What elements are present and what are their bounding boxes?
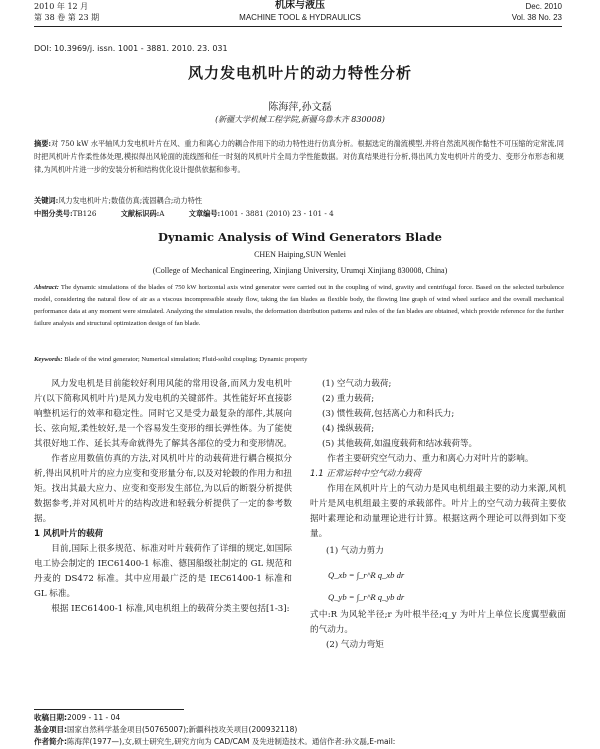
affiliation-cn: (新疆大学机械工程学院,新疆乌鲁木齐 830008) (215, 115, 385, 124)
abstract-cn (34, 137, 564, 176)
article-id-label: 文章编号: (188, 209, 221, 218)
section-1-paragraph-1: 目前,国际上很多规范、标准对叶片载荷作了详细的规定,如国际电工协会制定的 IEC61400-1 标准、德国船级社制定的 GL 规范和丹麦的 DS472 标准。其中应用最广泛的是 IEC61400-1 标准和 GL 标准。 (34, 544, 292, 599)
footnote-fund (34, 724, 297, 735)
fund-text: 国家自然科学基金项目(50765007);新疆科技攻关项目(200932118) (67, 725, 298, 734)
footnote-author (34, 736, 395, 747)
clc-value: TB126 (72, 209, 97, 218)
received-date: 2009 - 11 - 04 (67, 713, 121, 722)
shear-force-subheading: (1) 气动力剪力 (326, 546, 384, 556)
title-cn: 风力发电机叶片的动力特性分析 (187, 64, 412, 82)
author-text: 陈海萍(1977—),女,硕士研究生,研究方向为 CAD/CAM 及先进制造技术。通信作者:孙文磊,E-mail: (67, 737, 396, 746)
load-list-item-3: (3) 惯性载荷,包括离心力和科氏力; (322, 409, 455, 419)
header-date-en: Dec. 2010 (525, 2, 562, 11)
clc-label: 中图分类号: (34, 209, 73, 218)
intro-paragraph-1: 风力发电机是目前能较好利用风能的常用设备,而风力发电机叶片(以下简称风机叶片)是风力发电机的关键部件。其性能好坏直接影响整机运行的效率和稳定性。同时它又是受力最复杂的部件,其展向长、弦向短,柔性较好,是一个容易发生变形的细长弹性体。为了能使其很好地工作、延长其寿命就得先了解其各部位的受力和变形情况。 (34, 379, 292, 449)
abstract-en-text: The dynamic simulations of the blades of 750 kW horizontal axis wind generator were carried out in the coupling of wind, gravity and centrifugal force. Based on the selected turbulence model, considering the natural flow of air as a viscous incompressible steady flow, taking the fan blades as flexible body, the flowing line graph of wind wheel surface and the overall mechanical performance data at any moment were simulated. Analyzing the simulation results, the deformation distribution patterns and rules of the fan blades are obtained, which provide reference for the further failure analysis and structural optimization design of fan blade. (34, 284, 564, 327)
header-volume-en: Vol. 38 No. 23 (511, 13, 562, 22)
section-1-heading: 1 风机叶片的载荷 (34, 529, 104, 539)
keywords-cn-label: 关键词: (34, 196, 59, 205)
title-en: Dynamic Analysis of Wind Generators Blade (158, 230, 442, 244)
load-list-item-4: (4) 操纵载荷; (322, 424, 375, 434)
load-list-item-2: (2) 重力载荷; (322, 394, 375, 404)
footnote-rule (34, 709, 184, 710)
classification-cn (34, 208, 334, 219)
doi: DOI: 10.3969/j. issn. 1001 - 3881. 2010. 23. 031 (34, 44, 228, 53)
header-rule (34, 26, 562, 27)
authors-cn: 陈海萍,孙文磊 (268, 102, 332, 113)
section-1-1-paragraph: 作用在风机叶片上的气动力是风电机组最主要的动力来源,风机叶片是风电机组最主要的承载部件。叶片上的空气动力载荷主要依据叶素理论和动量理论进行计算。根据这两个理论可以得到如下变量。 (310, 484, 566, 539)
paragraph-after-list: 作者主要研究空气动力、重力和离心力对叶片的影响。 (327, 454, 534, 464)
formula-note: 式中:R 为风轮半径;r 为叶根半径;q_y 为叶片上单位长度翼型截面的气动力。 (310, 610, 566, 635)
keywords-cn-text: 风力发电机叶片;数值仿真;流固耦合;动力特性 (58, 196, 203, 205)
doc-code-label: 文献标识码: (120, 209, 160, 218)
formula-qyb: Q_yb = ∫_r^R q_yb dr (328, 592, 405, 602)
header-date-cn: 2010 年 12 月 (34, 2, 89, 11)
header-volume-cn: 第 38 卷 第 23 期 (34, 13, 100, 22)
doc-code-value: A (159, 209, 165, 218)
intro-paragraph-2: 作者应用数值仿真的方法,对风机叶片的动载荷进行耦合模拟分析,得出风机叶片的应力应变和变形量分布,以及对轮毂的作用力和扭矩。找出其最大应力、应变和变形发生部位,为以后的断裂分析提供数据参考,并对风机叶片的结构改进和轻载分析提供了一定的参考数据。 (34, 454, 292, 524)
section-1-paragraph-2: 根据 IEC61400-1 标准,风电机组上的载荷分类主要包括[1-3]: (51, 604, 290, 614)
abstract-en (34, 282, 564, 330)
received-label: 收稿日期: (34, 713, 67, 722)
author-label: 作者简介: (34, 737, 67, 746)
affiliation-en: (College of Mechanical Engineering, Xinjiang University, Urumqi Xinjiang 830008, China) (152, 266, 448, 275)
fund-label: 基金项目: (34, 725, 67, 734)
body-left-column (34, 377, 292, 617)
keywords-en-text: Blade of the wind generator; Numerical simulation; Fluid-solid coupling; Dynamic property (64, 356, 308, 363)
authors-en: CHEN Haiping,SUN Wenlei (254, 250, 346, 259)
bending-moment-subheading: (2) 气动力弯矩 (326, 640, 384, 650)
keywords-cn (34, 195, 202, 206)
keywords-en (34, 354, 564, 366)
header-journal-cn: 机床与液压 (275, 0, 325, 11)
article-id-value: 1001 - 3881 (2010) 23 - 101 - 4 (220, 209, 334, 218)
load-list-item-1: (1) 空气动力载荷; (322, 379, 392, 389)
footnote-received (34, 712, 120, 723)
abstract-en-label: Abstract: (34, 284, 59, 291)
body-right-column (310, 377, 566, 653)
load-list-item-5: (5) 其他载荷,如温度载荷和结冰载荷等。 (322, 439, 478, 449)
abstract-cn-label: 摘要: (34, 139, 52, 148)
section-1-1-heading: 1.1 正常运转中空气动力载荷 (310, 469, 421, 479)
keywords-en-label: Keywords: (34, 356, 63, 363)
header-journal-en: MACHINE TOOL & HYDRAULICS (239, 13, 361, 22)
abstract-cn-text: 对 750 kW 水平轴风力发电机叶片在风、重力和离心力的耦合作用下的动力特性进行仿真分析。根据选定的湍流模型,并将自然流风视作黏性不可压缩的定常流,同时把风机叶片作柔性体处理,模拟得出风轮面的流线图和任一时刻的风机叶片全局力学性能数据。对仿真结果进行分析,得出风力发电机叶片的受力、变形分布形态和规律,为风机叶片进一步的安装分析和结构优化设计提供依据和参考。 (34, 139, 564, 174)
formula-qxb: Q_xb = ∫_r^R q_xb dr (328, 570, 405, 580)
